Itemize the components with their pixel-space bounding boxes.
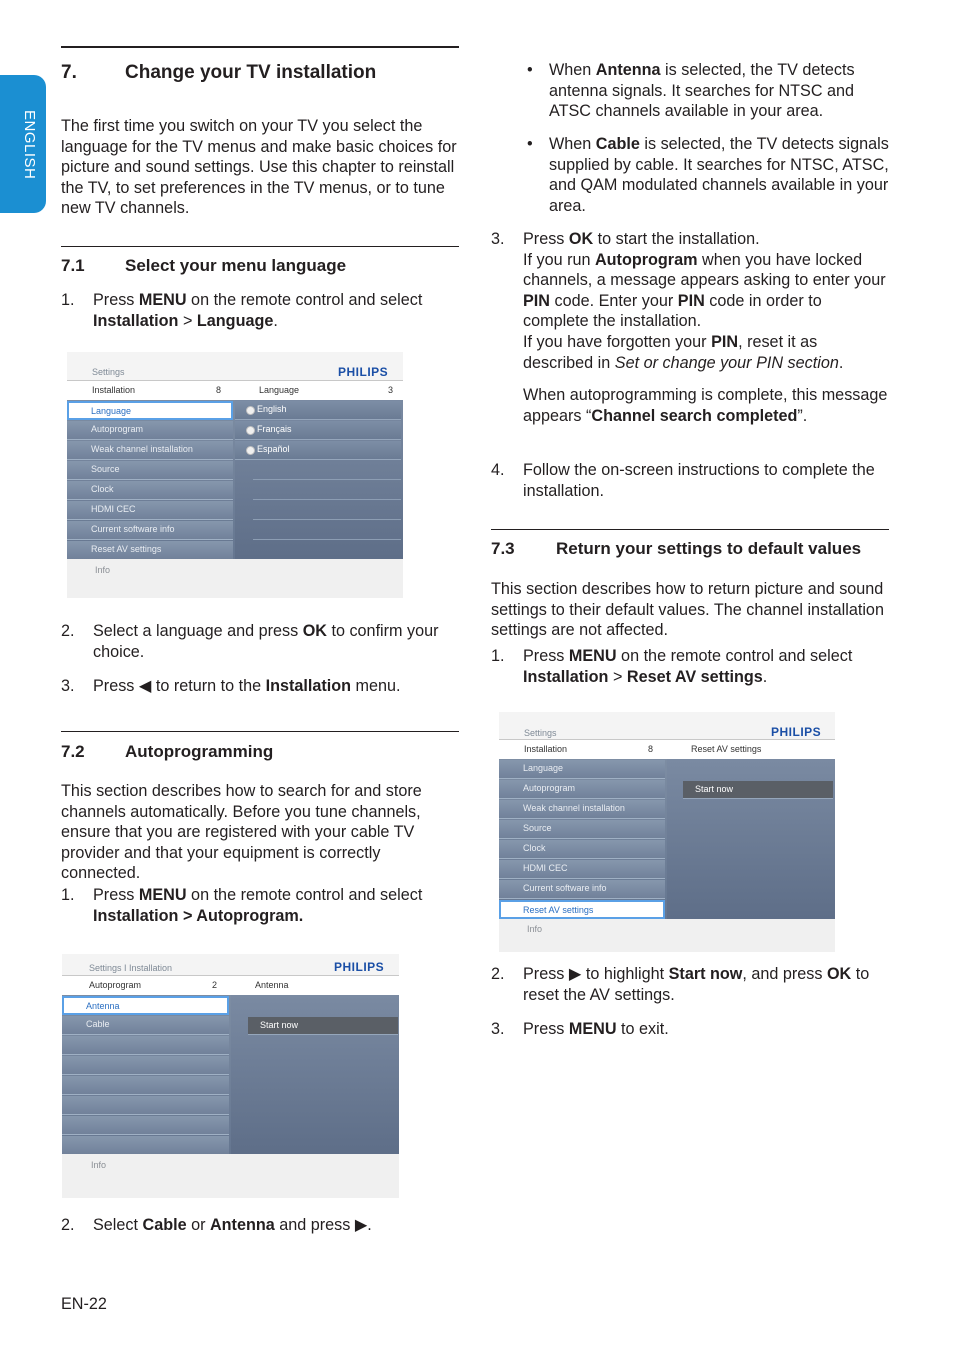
step-7-1-2: 2. Select a language and press OK to confirm your choice. xyxy=(61,622,439,661)
section-7-3-number: 7.3 xyxy=(491,539,515,558)
tv-menu-header: Installation 8 Reset AV settings xyxy=(499,739,835,760)
section-divider xyxy=(491,529,889,530)
tv-menu-item: Language xyxy=(499,760,665,779)
tv-start-now-option: Start now xyxy=(248,1017,398,1035)
bullet-antenna: • When Antenna is selected, the TV detects antenna signals. It searches for NTSC and ATSC channels available in your area. xyxy=(527,61,855,121)
tv-menu-item: Clock xyxy=(67,481,233,500)
section-7-2-title: Autoprogramming xyxy=(125,742,274,761)
tv-menu-empty-row xyxy=(253,481,401,500)
step-7-2-2: 2. Select Cable or Antenna and press ▶. xyxy=(61,1216,372,1234)
tv-menu-empty-row xyxy=(253,461,401,480)
step-7-3-2: 2. Press ▶ to highlight Start now, and press OK to reset the AV settings. xyxy=(491,965,870,1004)
tv-menu-empty-row xyxy=(253,501,401,520)
tv-menu-header: Installation 8 Language 3 xyxy=(67,380,403,401)
philips-logo: PHILIPS xyxy=(334,960,385,974)
tv-breadcrumb: Settings I Installation xyxy=(89,963,173,973)
tv-breadcrumb: Settings xyxy=(92,367,125,377)
tv-menu-item: Cable xyxy=(62,1016,229,1035)
tv-menu-item: Current software info xyxy=(67,521,233,540)
section-divider xyxy=(61,46,459,48)
tv-menu-header: Autoprogram 2 Antenna xyxy=(62,975,399,996)
language-tab-label: ENGLISH xyxy=(21,110,38,180)
step-7-1-1: 1. Press MENU on the remote control and select Installation > Language. xyxy=(61,291,423,330)
tv-info-label: Info xyxy=(91,1160,107,1170)
tv-menu-language-screenshot xyxy=(67,352,403,598)
radio-icon xyxy=(246,446,255,455)
tv-menu-empty-row xyxy=(62,1116,229,1135)
tv-breadcrumb: Settings xyxy=(524,728,557,738)
tv-menu-item: Clock xyxy=(499,840,665,859)
philips-logo: PHILIPS xyxy=(338,365,389,379)
tv-start-now-option: Start now xyxy=(683,781,833,799)
tv-menu-empty-row xyxy=(62,1136,229,1155)
tv-language-option-label: Español xyxy=(257,444,290,454)
tv-menu-empty-row xyxy=(62,1036,229,1055)
tv-menu-item: Reset AV settings xyxy=(67,541,233,560)
tv-menu-item: HDMI CEC xyxy=(67,501,233,520)
tv-language-option xyxy=(235,421,401,440)
tv-menu-empty-row xyxy=(253,541,401,560)
section-divider xyxy=(61,246,459,247)
section-7-1-title: Select your menu language xyxy=(125,256,347,275)
tv-menu-item: Language xyxy=(67,401,233,420)
tv-info-label: Info xyxy=(95,565,111,575)
section-7-3-intro: This section describes how to return picture and sound settings to their default values. The channel installation settings are not affected. xyxy=(491,580,884,640)
section-7-2-number: 7.2 xyxy=(61,742,85,761)
tv-menu-empty-row xyxy=(62,1076,229,1095)
section-7-intro: The first time you switch on your TV you select the language for the TV menus and make basic choices for picture and sound settings. Use this chapter to reinstall the TV, to set preferences in the TV menus, or to tune new TV channels. xyxy=(61,117,457,218)
tv-menu-item: Source xyxy=(499,820,665,839)
tv-menu-item: Current software info xyxy=(499,880,665,899)
tv-menu-item: Reset AV settings xyxy=(499,900,665,919)
step-7-2-1: 1. Press MENU on the remote control and select Installation > Autoprogram. xyxy=(61,886,423,925)
tv-language-option xyxy=(235,441,401,460)
tv-language-option-label: Français xyxy=(257,424,292,434)
tv-language-option-label: English xyxy=(257,404,287,414)
section-7-title: Change your TV installation xyxy=(125,62,377,83)
tv-menu-autoprogram-screenshot xyxy=(62,954,399,1198)
tv-language-option xyxy=(235,401,401,420)
bullet-cable: • When Cable is selected, the TV detects signals supplied by cable. It searches for NTSC, ATSC, and QAM modulated channels available in your area. xyxy=(527,135,889,215)
page-number: EN-22 xyxy=(61,1295,107,1313)
section-7-2-intro: This section describes how to search for and store channels automatically. Before you tune channels, ensure that you are registered with your cable TV provider and that your equipment is correctly connected. xyxy=(61,782,422,883)
philips-logo: PHILIPS xyxy=(771,725,822,739)
tv-menu-item: Source xyxy=(67,461,233,480)
tv-menu-item: Weak channel installation xyxy=(67,441,233,460)
step-7-2-4: 4. Follow the on-screen instructions to complete the installation. xyxy=(491,461,875,500)
section-7-number: 7. xyxy=(61,62,77,83)
section-7-3-title: Return your settings to default values xyxy=(556,539,862,558)
radio-icon xyxy=(246,426,255,435)
tv-menu-item: Weak channel installation xyxy=(499,800,665,819)
section-7-1-number: 7.1 xyxy=(61,256,85,275)
tv-menu-empty-row xyxy=(253,521,401,540)
section-divider xyxy=(61,731,459,732)
radio-icon xyxy=(246,406,255,415)
step-7-3-3: 3. Press MENU to exit. xyxy=(491,1020,669,1038)
step-7-1-3: 3. Press ◀ to return to the Installation menu. xyxy=(61,677,401,695)
tv-menu-item: Autoprogram xyxy=(499,780,665,799)
tv-menu-item: HDMI CEC xyxy=(499,860,665,879)
tv-menu-item: Autoprogram xyxy=(67,421,233,440)
tv-menu-empty-row xyxy=(62,1056,229,1075)
tv-menu-empty-row xyxy=(62,1096,229,1115)
tv-menu-item: Antenna xyxy=(62,996,229,1015)
step-7-2-3: 3. Press OK to start the installation. If you run Autoprogram when you have locked channels, a message appears asking to enter your PIN code. Enter your PIN code in order to complete the installation. If you have forgotten your PIN, reset it as described in Set or change your PIN section. When autoprogramming is complete, this message appears “Channel search completed”. xyxy=(491,230,888,425)
tv-info-label: Info xyxy=(527,924,543,934)
tv-menu-reset-av-screenshot xyxy=(499,712,835,952)
step-7-3-1: 1. Press MENU on the remote control and select Installation > Reset AV settings. xyxy=(491,647,853,686)
